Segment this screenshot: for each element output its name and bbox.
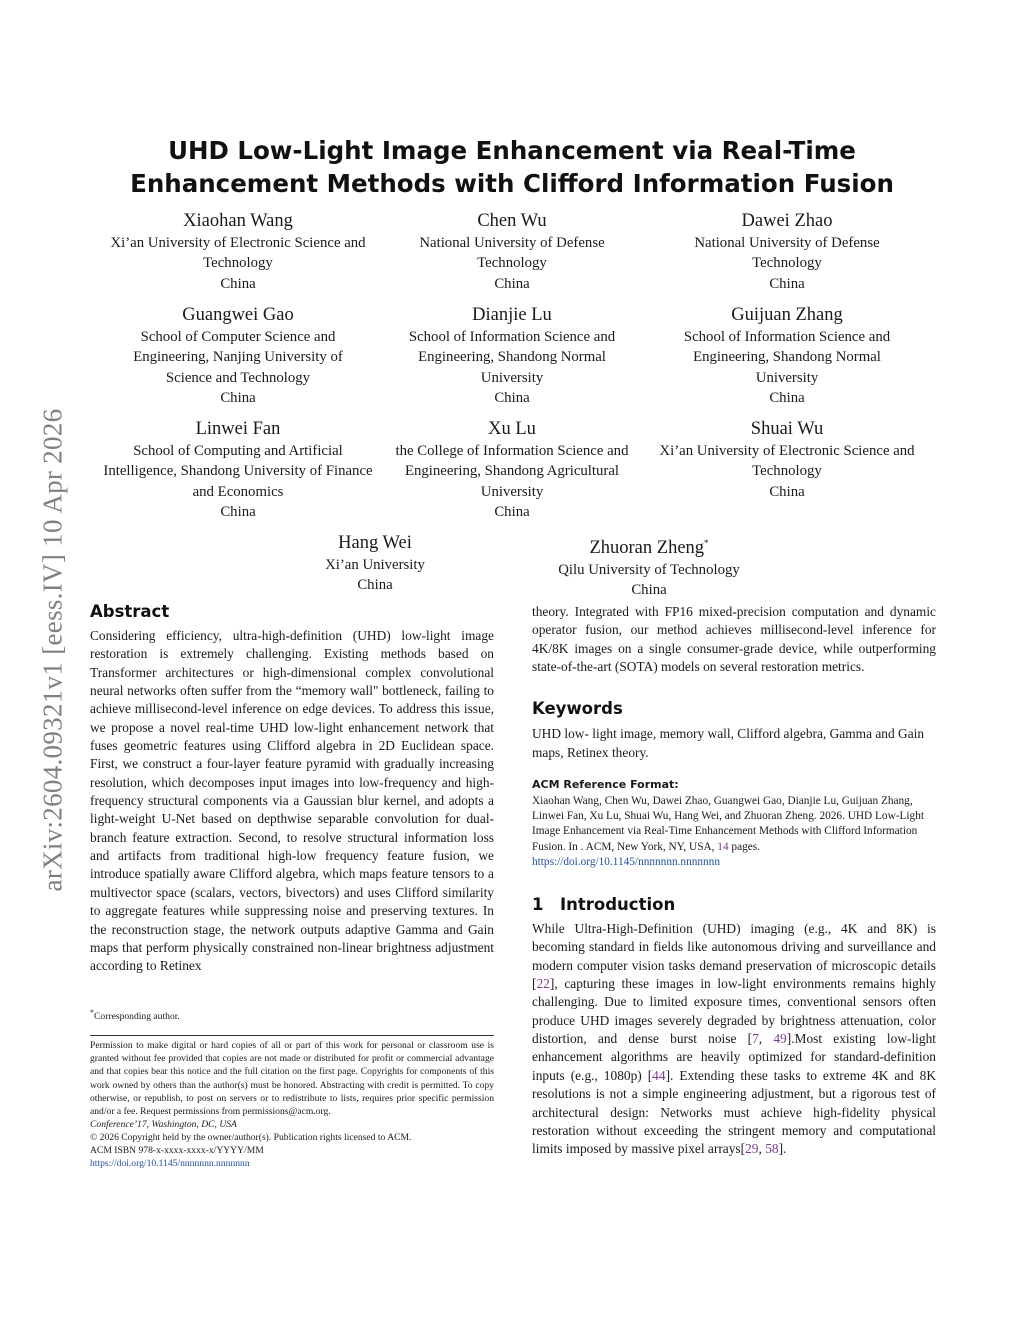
pages-link[interactable]: 14: [717, 840, 729, 853]
citation-link[interactable]: 22: [536, 976, 550, 992]
author-affiliation: Xi’an University: [325, 557, 425, 573]
author-block: [642, 303, 932, 408]
citation-link[interactable]: 7: [752, 1031, 759, 1047]
author-country: China: [494, 389, 530, 406]
author-country: China: [220, 389, 256, 406]
author-block: [93, 303, 383, 408]
author-affiliation: Xi’an University of Electronic Science and Technology: [659, 443, 915, 480]
citation-link[interactable]: 29: [745, 1141, 759, 1157]
citation-link[interactable]: 44: [652, 1067, 666, 1083]
paper-title: UHD Low-Light Image Enhancement via Real-Time Enhancement Methods with Clifford Information Fusion: [130, 136, 894, 198]
permission-statement: Permission to make digital or hard copies of all or part of this work for personal or classroom use is granted without fee provided that copies are not made or distributed for profit or commercial advantage and that copies bear this notice and the full citation on the first page. Copyrights for components of this work owned by others than the author(s) must be honored. Abstracting with credit is permitted. To copy otherwise, or republish, to post on servers or to redistribute to lists, requires prior specific permission and/or a fee. Request permissions from permissions@acm.org.: [90, 1040, 494, 1117]
corresponding-mark: *: [704, 538, 709, 548]
abstract-heading: Abstract: [90, 602, 170, 621]
author-name: Linwei Fan: [195, 419, 281, 439]
acm-doi-link[interactable]: https://doi.org/10.1145/nnnnnnn.nnnnnnn: [532, 855, 720, 868]
author-affiliation: Xi’an University of Electronic Science and Technology: [110, 235, 366, 272]
author-affiliation: National University of Defense Technology: [694, 235, 880, 272]
author-name: Shuai Wu: [750, 419, 824, 439]
author-block: [367, 303, 657, 408]
author-block: [642, 209, 932, 294]
author-name: Xu Lu: [488, 419, 536, 439]
footnote-area: [90, 1006, 494, 1170]
author-name: Guangwei Gao: [182, 305, 294, 325]
author-block: [93, 209, 383, 294]
arxiv-id-text: arXiv:2604.09321v1 [eess.IV] 10 Apr 2026: [37, 408, 68, 892]
arxiv-sidebar-stamp: [33, 330, 73, 970]
author-name: Hang Wei: [338, 533, 412, 553]
author-name: Chen Wu: [477, 211, 547, 231]
author-affiliation: Qilu University of Technology: [558, 562, 740, 579]
author-block: [642, 417, 932, 502]
author-country: China: [631, 582, 667, 599]
left-column: [90, 601, 494, 1170]
author-country: China: [769, 275, 805, 292]
section-number: 1: [532, 895, 544, 915]
author-affiliation: School of Computer Science and Engineering, Nanjing University of Science and Technology: [133, 329, 343, 386]
author-affiliation: School of Information Science and Engineering, Shandong Normal University: [683, 329, 891, 386]
abstract-text: Considering efficiency, ultra-high-definition (UHD) low-light image restoration is extremely challenging. Existing methods based on Transformer architectures or high-dimensional complex convolutional neural networks often suffer from the “memory wall" bottleneck, failing to achieve millisecond-level inference on edge devices. To address this issue, we propose a novel real-time UHD low-light enhancement network that fuses geometric features using Clifford algebra in 2D Euclidean space. First, we construct a four-layer feature pyramid with gradually increasing resolution, which decomposes input images into low-frequency and high-frequency structural components via a Gaussian blur kernel, and adopts a light-weight U-Net based on depthwise separable convolution for dual-branch feature extraction. Second, to resolve structural information loss and artifacts from traditional high-low frequency feature fusion, we introduce spatially aware Clifford algebra, which maps feature tensors to a multivector space (scalars, vectors, bivectors) and uses Clifford similarity to aggregate features while suppressing noise and preserving textures. In the reconstruction stage, the network outputs adaptive Gamma and Gain maps that perform physically constrained non-linear brightness adjustment according to Retinex: [90, 628, 494, 974]
intro-paragraph: While Ultra-High-Definition (UHD) imaging (e.g., 4K and 8K) is becoming standard in fields like autonomous driving and surveillance and modern computer vision tasks demand preservation of microscopic details [22], capturing these images in low-light environments remains highly challenging. Due to limited exposure times, conventional sensors often produce UHD images severely degraded by brightness attenuation, color distortion, and dense burst noise [7, 49].Most existing low-light enhancement algorithms are heavily optimized for standard-definition inputs (e.g., 1080p) [44]. Extending these tasks to extreme 4K and 8K resolutions is not a simple engineering adjustment, but a rigorous test of architectural design: Networks must achieve high-fidelity physical restoration without exceeding the stringent memory and computational limits imposed by massive pixel arrays[29, 58].: [532, 921, 936, 1157]
isbn-line: ACM ISBN 978-x-xxxx-xxxx-x/YYYY/MM: [90, 1145, 264, 1157]
author-affiliation: School of Information Science and Engineering, Shandong Normal University: [408, 329, 616, 386]
author-block: [230, 531, 520, 596]
author-country: China: [220, 275, 256, 292]
author-block: [367, 417, 657, 522]
intro-heading: 1 Introduction: [532, 895, 676, 915]
author-name: Dawei Zhao: [741, 211, 833, 231]
author-name: Guijuan Zhang: [731, 305, 843, 325]
keywords-text: UHD low- light image, memory wall, Clifford algebra, Gamma and Gain maps, Retinex theory.: [532, 726, 925, 760]
abstract-continuation: theory. Integrated with FP16 mixed-precision computation and dynamic operator fusion, our method achieves millisecond-level inference for 4K/8K images on a single consumer-grade device, while outperforming state-of-the-art (SOTA) models on several restoration metrics.: [532, 604, 936, 675]
keywords-heading: Keywords: [532, 699, 623, 719]
author-country: China: [357, 577, 393, 594]
author-country: China: [769, 389, 805, 406]
author-block: [367, 209, 657, 294]
right-column: [532, 603, 936, 1159]
author-country: China: [494, 275, 530, 292]
citation-link[interactable]: 58: [765, 1141, 779, 1157]
citation-link[interactable]: 49: [773, 1031, 787, 1047]
author-country: China: [220, 503, 256, 520]
conference-line: Conference’17, Washington, DC, USA: [90, 1118, 237, 1130]
author-affiliation: School of Computing and Artificial Intelligence, Shandong University of Finance and Economics: [103, 443, 373, 500]
author-affiliation: the College of Information Science and Engineering, Shandong Agricultural University: [395, 443, 629, 500]
doi-link[interactable]: https://doi.org/10.1145/nnnnnnn.nnnnnnn: [90, 1158, 250, 1170]
author-name-corresponding: Zhuoran Zheng*: [589, 538, 709, 559]
author-affiliation: National University of Defense Technology: [419, 235, 605, 272]
author-name: Xiaohan Wang: [183, 211, 293, 231]
author-country: China: [769, 483, 805, 500]
author-country: China: [494, 503, 530, 520]
footnote-rule: [90, 1035, 494, 1036]
acm-reference-heading: ACM Reference Format:: [532, 778, 679, 792]
copyright-line: © 2026 Copyright held by the owner/author(s). Publication rights licensed to ACM.: [90, 1131, 412, 1143]
author-block: [93, 417, 383, 522]
corresponding-footnote: *Corresponding author.: [90, 1008, 180, 1023]
author-name: Dianjie Lu: [472, 305, 552, 325]
acm-reference-text: Xiaohan Wang, Chen Wu, Dawei Zhao, Guangwei Gao, Dianjie Lu, Guijuan Zhang, Linwei Fan, Xu Lu, Shuai Wu, Hang Wei, and Zhuoran Zheng. 2026. UHD Low-Light Image Enhancement via Real-Time Enhancement Methods with Clifford Information Fusion. In . ACM, New York, NY, USA, 14 pages. https://doi.org/10.1145/nnnnnnn.nnnnnnn: [532, 795, 924, 868]
author-block: [504, 531, 794, 601]
